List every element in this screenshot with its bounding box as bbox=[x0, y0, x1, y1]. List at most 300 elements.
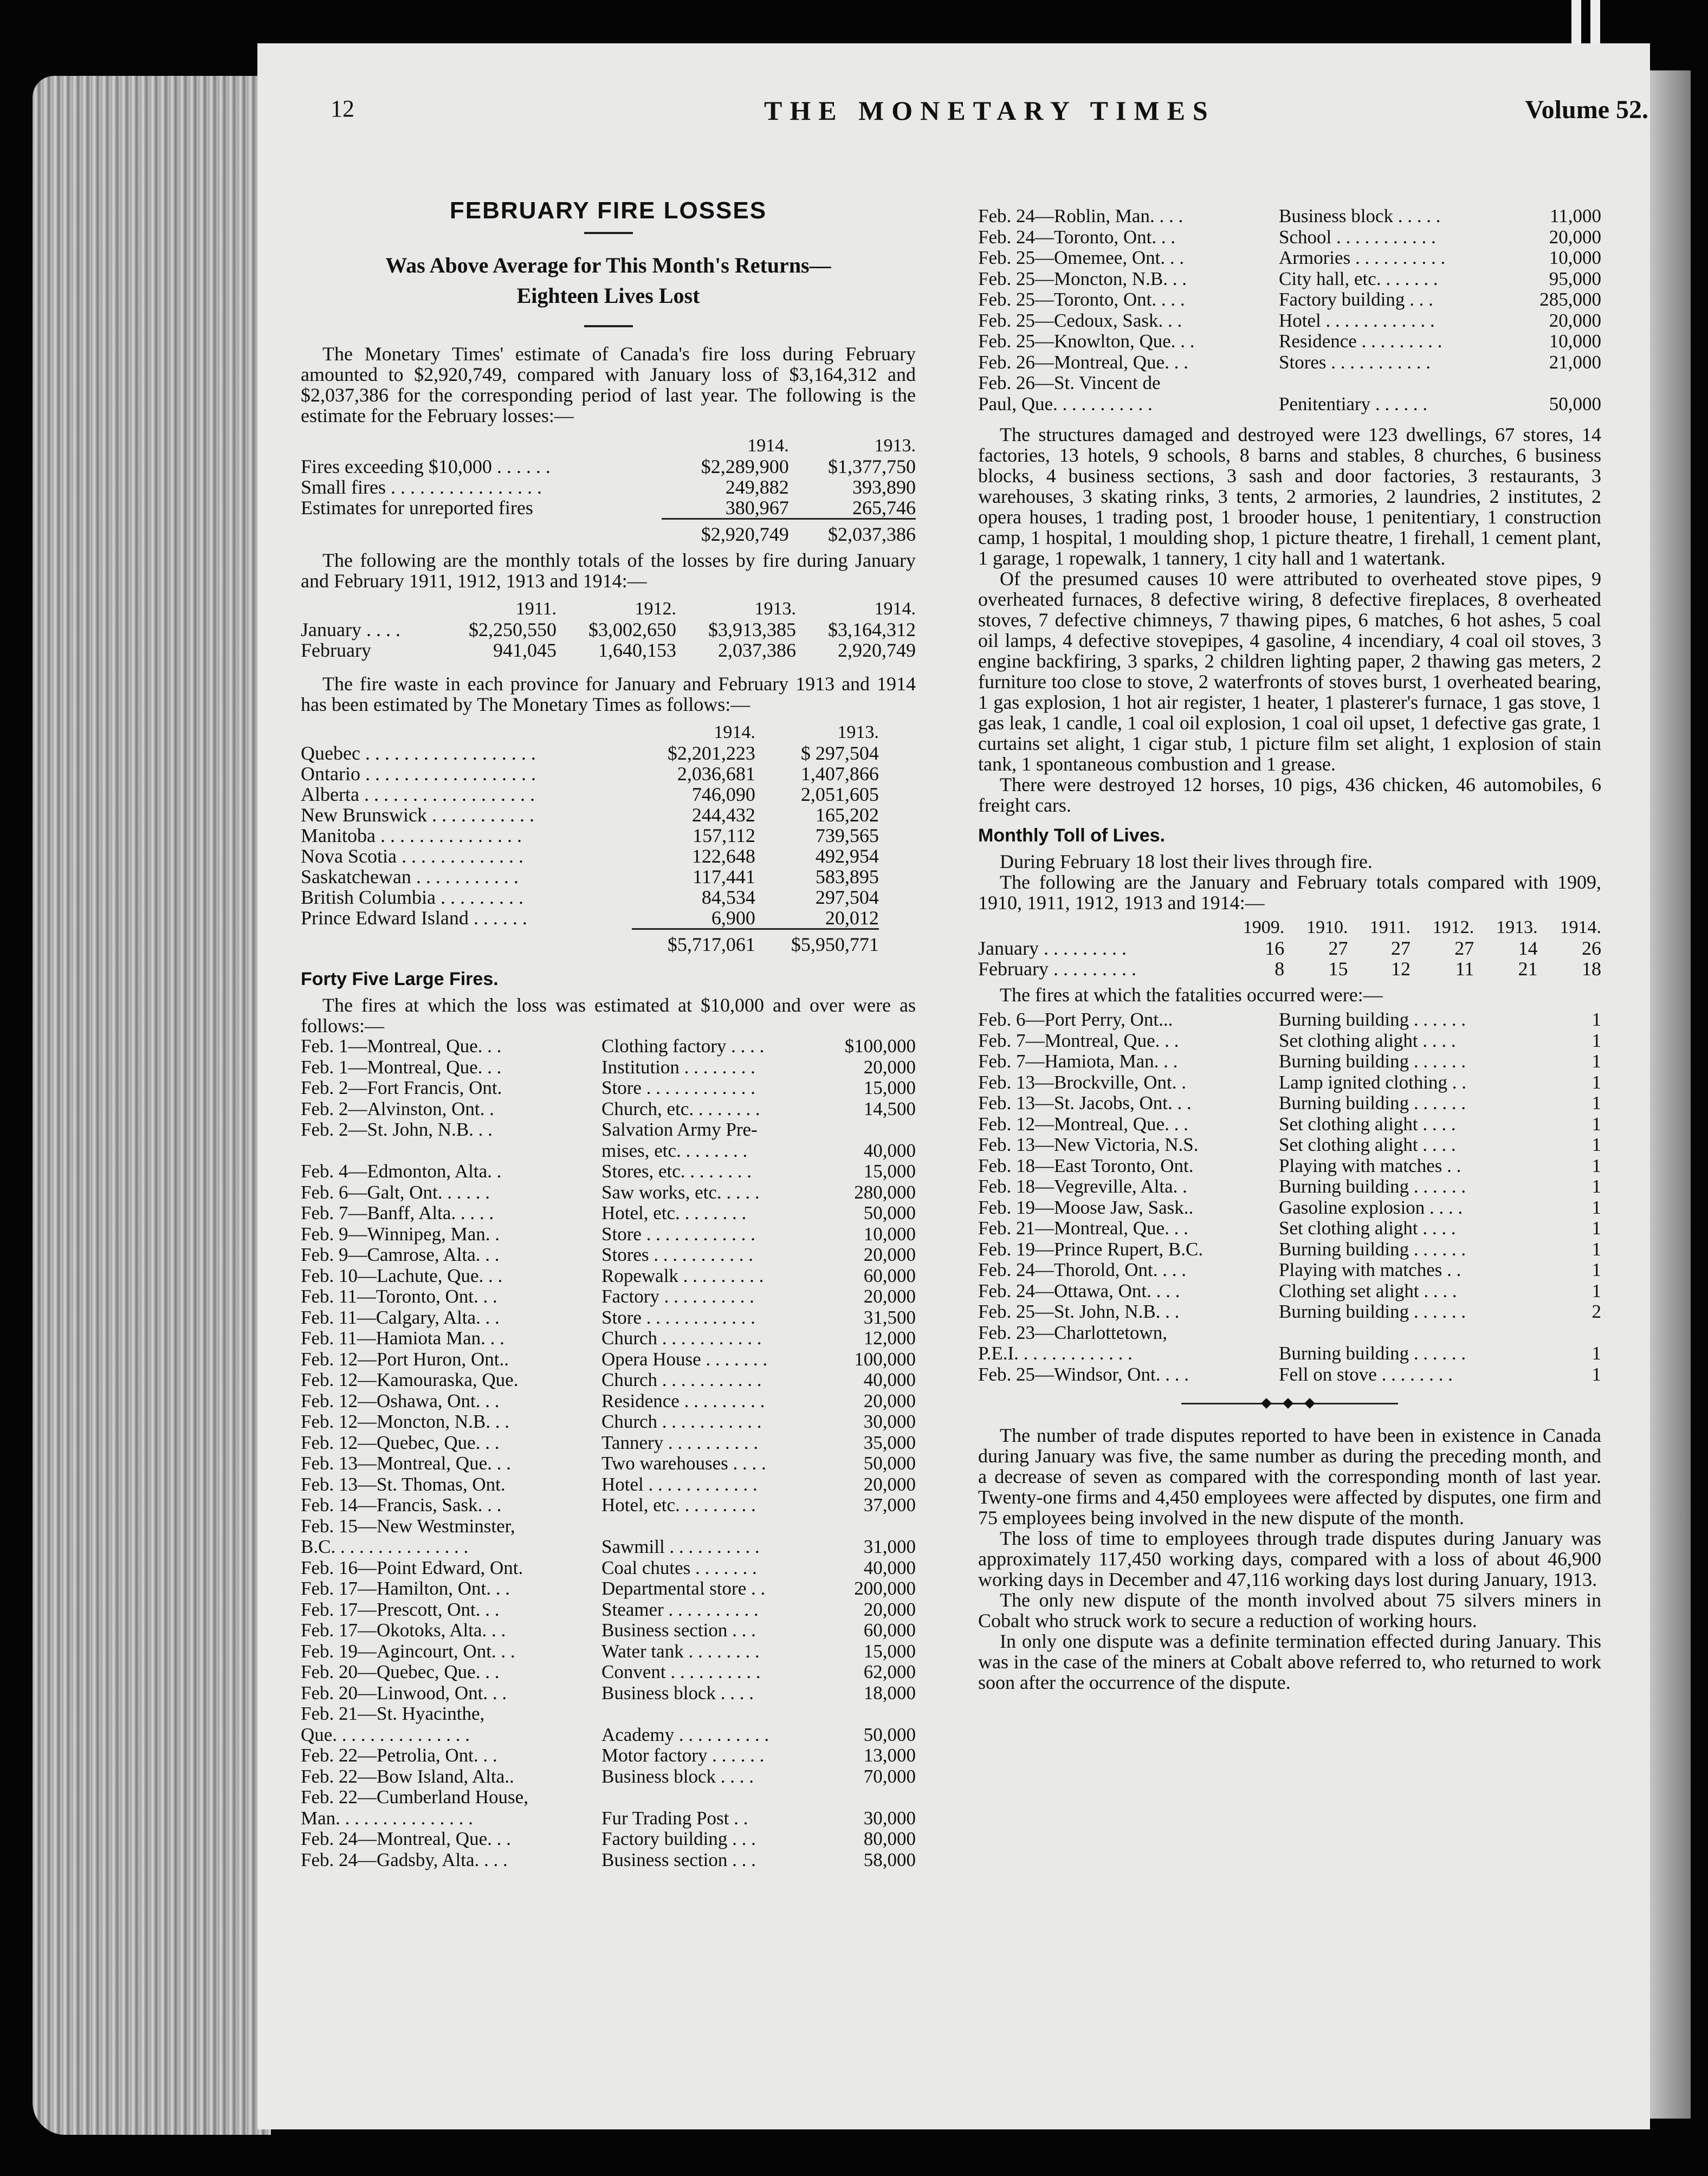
fatality-row bbox=[978, 1051, 1601, 1072]
fire-amount: 11,000 bbox=[1550, 205, 1601, 226]
year-header: 1910. bbox=[1306, 917, 1348, 937]
fatality-place: Feb. 7—Montreal, Que. . . bbox=[978, 1029, 1179, 1051]
fire-amount: 62,000 bbox=[863, 1661, 916, 1682]
fire-description: Factory building . . . bbox=[601, 1828, 756, 1849]
fatality-count: 1 bbox=[1591, 1134, 1601, 1155]
fire-description: Institution . . . . . . . . bbox=[601, 1056, 755, 1078]
fire-row bbox=[301, 1433, 916, 1454]
value-1914: 84,534 bbox=[701, 886, 755, 908]
year-header: 1909. bbox=[1243, 917, 1285, 937]
fire-place: Feb. 13—Montreal, Que. . . bbox=[301, 1453, 511, 1474]
fire-amount: 10,000 bbox=[1549, 331, 1601, 352]
fire-row bbox=[978, 310, 1601, 332]
fire-amount: 40,000 bbox=[863, 1139, 916, 1161]
fire-row bbox=[301, 1349, 916, 1370]
fire-description: Factory building . . . bbox=[1279, 289, 1433, 310]
fire-description bbox=[601, 1704, 829, 1725]
province-row bbox=[301, 846, 879, 866]
fire-place: Feb. 9—Winnipeg, Man. . bbox=[301, 1223, 500, 1245]
fire-amount: 70,000 bbox=[863, 1765, 916, 1787]
fire-place: Feb. 17—Prescott, Ont. . . bbox=[301, 1598, 500, 1620]
fire-amount: 18,000 bbox=[863, 1682, 916, 1704]
estimate-row bbox=[301, 477, 916, 497]
volume-label: Volume 52. bbox=[1525, 95, 1648, 124]
fire-amount: 13,000 bbox=[863, 1745, 916, 1766]
fire-place: Feb. 2—Alvinston, Ont. . bbox=[301, 1098, 494, 1119]
month-label: February bbox=[301, 639, 371, 661]
fatality-cause: Burning building . . . . . . bbox=[1279, 1009, 1466, 1030]
fire-place: Feb. 17—Okotoks, Alta. . . bbox=[301, 1620, 506, 1641]
row-label: Small fires . . . . . . . . . . . . . . . . bbox=[301, 476, 542, 498]
fatality-place: Feb. 23—Charlottetown, bbox=[978, 1322, 1167, 1343]
page-header bbox=[331, 95, 1648, 133]
fire-row bbox=[301, 1829, 916, 1850]
fire-place: Feb. 2—St. John, N.B. . . bbox=[301, 1119, 493, 1140]
fire-place: Feb. 12—Kamouraska, Que. bbox=[301, 1369, 519, 1390]
value-1913: 20,012 bbox=[825, 907, 879, 929]
large-fires-heading: Forty Five Large Fires. bbox=[301, 969, 499, 989]
right-column bbox=[978, 206, 1601, 1693]
monthly-value: 1,640,153 bbox=[598, 639, 676, 661]
fire-amount: 50,000 bbox=[863, 1202, 916, 1223]
province-row bbox=[301, 866, 879, 887]
fatality-count: 1 bbox=[1591, 1009, 1601, 1030]
fatality-count: 1 bbox=[1591, 1029, 1601, 1051]
fire-row bbox=[301, 1808, 916, 1829]
fire-description: Hotel . . . . . . . . . . . . bbox=[1279, 309, 1435, 331]
fatality-cause: Set clothing alight . . . . bbox=[1279, 1029, 1456, 1051]
fire-amount: 20,000 bbox=[863, 1390, 916, 1411]
fatality-row bbox=[978, 1218, 1601, 1239]
fatality-row bbox=[978, 1260, 1601, 1281]
fire-amount: 37,000 bbox=[863, 1494, 916, 1516]
fire-place: Feb. 7—Banff, Alta. . . . . bbox=[301, 1202, 494, 1223]
fire-row bbox=[301, 1578, 916, 1599]
province-label: Manitoba . . . . . . . . . . . . . . . bbox=[301, 825, 522, 846]
destroyed-paragraph: There were destroyed 12 horses, 10 pigs, 436 chicken, 46 automobiles, 6 freight cars. bbox=[978, 774, 1601, 816]
fire-description: City hall, etc. . . . . . . bbox=[1279, 268, 1438, 289]
province-row bbox=[301, 763, 879, 784]
fire-row bbox=[301, 1850, 916, 1871]
fatality-cause: Burning building . . . . . . bbox=[1279, 1343, 1466, 1364]
fire-place: Feb. 20—Linwood, Ont. . . bbox=[301, 1682, 507, 1704]
fire-description: Academy . . . . . . . . . . bbox=[601, 1724, 769, 1745]
fatality-row bbox=[978, 1031, 1601, 1052]
fatality-cause: Burning building . . . . . . bbox=[1279, 1301, 1466, 1322]
fatalities-table bbox=[978, 1009, 1601, 1385]
fatality-place: Feb. 24—Thorold, Ont. . . . bbox=[978, 1259, 1187, 1280]
fire-row bbox=[978, 248, 1601, 269]
fire-amount: 100,000 bbox=[854, 1348, 916, 1370]
fatality-count: 1 bbox=[1591, 1155, 1601, 1176]
fire-amount: 20,000 bbox=[863, 1598, 916, 1620]
fatality-row bbox=[978, 1239, 1601, 1260]
causes-paragraph: Of the presumed causes 10 were attributed to overheated stove pipes, 9 overheated furnaces, 8 defective wiring, 8 defective fireplaces, 8 overheated stoves, 7 defective chimneys, 7 thawing pipes, 6 matches, 6 hot ashes, 5 coal oil lamps, 4 defective stovepipes, 4 gasoline, 4 incendiary, 4 coal oil stoves, 3 engine backfiring, 3 sparks, 2 children lighting paper, 2 thawing gas meters, 2 furniture too close to stove, 2 waterfronts of stoves burst, 1 overheated bearing, 1 gas explosion, 1 hot air register, 1 heater, 1 plasterer's furnace, 1 gas stove, 1 gas leak, 1 candle, 1 coal oil explosion, 1 coal oil upset, 1 defective gas grate, 1 curtains set alight, 1 cigar stub, 1 picture film set alight, 1 explosion of stain tank, 1 spontaneous combustion and 1 grease. bbox=[978, 568, 1601, 775]
fire-row bbox=[978, 394, 1601, 415]
fatality-cause: Playing with matches . . bbox=[1279, 1155, 1461, 1176]
province-row bbox=[301, 825, 879, 846]
month-label: February . . . . . . . . . bbox=[978, 958, 1136, 980]
value-1913: 583,895 bbox=[815, 866, 879, 888]
value-1914: 746,090 bbox=[691, 783, 755, 805]
fire-amount: 15,000 bbox=[863, 1640, 916, 1662]
fire-row bbox=[978, 227, 1601, 248]
fire-description: Store . . . . . . . . . . . . bbox=[601, 1077, 755, 1098]
article-subtitle: Was Above Average for This Month's Returns— Eighteen Lives Lost bbox=[385, 253, 831, 308]
fatality-place: Feb. 13—Brockville, Ont. . bbox=[978, 1071, 1186, 1093]
fire-amount: 20,000 bbox=[863, 1056, 916, 1078]
value-1913: 739,565 bbox=[815, 825, 879, 846]
fire-amount: 10,000 bbox=[1549, 247, 1601, 268]
fire-description: Clothing factory . . . . bbox=[601, 1035, 765, 1057]
fire-row bbox=[301, 1078, 916, 1099]
fire-description: Church . . . . . . . . . . . bbox=[601, 1327, 762, 1349]
lives-value: 15 bbox=[1328, 958, 1348, 980]
fire-row bbox=[301, 1266, 916, 1287]
fire-place: Feb. 4—Edmonton, Alta. . bbox=[301, 1161, 502, 1182]
fatality-row bbox=[978, 1343, 1601, 1364]
corner-cell bbox=[978, 917, 1221, 938]
fire-place: Feb. 14—Francis, Sask. . . bbox=[301, 1494, 502, 1516]
book-page-edges bbox=[33, 76, 271, 2135]
fire-description: Store . . . . . . . . . . . . bbox=[601, 1223, 755, 1245]
value-1913: 2,051,605 bbox=[800, 783, 879, 805]
fire-place: Feb. 11—Calgary, Alta. . . bbox=[301, 1306, 500, 1328]
fatality-row bbox=[978, 1281, 1601, 1302]
province-label: Alberta . . . . . . . . . . . . . . . . . . bbox=[301, 783, 535, 805]
estimate-table bbox=[301, 436, 916, 545]
fire-amount: 20,000 bbox=[863, 1286, 916, 1307]
fire-place: Feb. 10—Lachute, Que. . . bbox=[301, 1265, 503, 1286]
fire-amount bbox=[829, 1787, 916, 1808]
fatality-count: 1 bbox=[1591, 1051, 1601, 1072]
lives-value: 14 bbox=[1518, 937, 1538, 959]
fatality-row bbox=[978, 1364, 1601, 1385]
year-header: 1913. bbox=[1496, 917, 1538, 937]
fire-place: Feb. 1—Montreal, Que. . . bbox=[301, 1035, 502, 1057]
lives-table bbox=[978, 917, 1601, 979]
fire-place: Feb. 12—Quebec, Que. . . bbox=[301, 1432, 500, 1453]
value-1913: 265,746 bbox=[852, 497, 916, 519]
fire-amount: 60,000 bbox=[863, 1265, 916, 1286]
value-1914: 244,432 bbox=[691, 804, 755, 826]
fatality-place: Feb. 24—Ottawa, Ont. . . . bbox=[978, 1280, 1180, 1301]
fire-amount: 35,000 bbox=[863, 1432, 916, 1453]
fire-amount: 50,000 bbox=[1549, 393, 1601, 415]
fatality-row bbox=[978, 1072, 1601, 1093]
fire-row bbox=[301, 1516, 916, 1537]
fire-description: Stores . . . . . . . . . . . bbox=[601, 1244, 753, 1265]
fatality-row bbox=[978, 1093, 1601, 1114]
year-header: 1911. bbox=[515, 599, 557, 619]
fire-amount: 95,000 bbox=[1549, 268, 1601, 289]
fire-place bbox=[301, 1141, 601, 1162]
fire-amount: 80,000 bbox=[863, 1828, 916, 1849]
fire-place: Feb. 22—Cumberland House, bbox=[301, 1786, 528, 1808]
value-1914: 117,441 bbox=[693, 866, 755, 888]
value-1914: $2,289,900 bbox=[701, 456, 789, 477]
fire-row bbox=[301, 1099, 916, 1120]
fire-amount: 40,000 bbox=[863, 1369, 916, 1390]
fire-place: Feb. 24—Montreal, Que. . . bbox=[301, 1828, 511, 1849]
province-row bbox=[301, 887, 879, 908]
fire-row bbox=[301, 1245, 916, 1266]
fire-amount: 50,000 bbox=[863, 1724, 916, 1745]
monthly-value: $3,913,385 bbox=[708, 619, 796, 640]
fire-place: Feb. 22—Petrolia, Ont. . . bbox=[301, 1745, 497, 1766]
fatality-place: Feb. 19—Prince Rupert, B.C. bbox=[978, 1238, 1204, 1260]
lives-value: 26 bbox=[1582, 937, 1601, 959]
fire-row bbox=[301, 1391, 916, 1412]
monthly-value: 2,037,386 bbox=[717, 639, 796, 661]
monthly-row bbox=[301, 619, 916, 640]
fire-row bbox=[301, 1411, 916, 1433]
fire-description: Church, etc. . . . . . . . bbox=[601, 1098, 760, 1119]
fatality-row bbox=[978, 1176, 1601, 1197]
fire-row bbox=[301, 1745, 916, 1766]
fire-amount: 20,000 bbox=[1549, 309, 1601, 331]
monthly-value: 941,045 bbox=[493, 639, 557, 661]
fire-place: Feb. 16—Point Edward, Ont. bbox=[301, 1557, 523, 1578]
fire-row bbox=[978, 206, 1601, 227]
fire-description: Business section . . . bbox=[601, 1620, 756, 1641]
value-1914: 2,036,681 bbox=[677, 763, 755, 785]
fatality-count: 1 bbox=[1591, 1113, 1601, 1135]
province-row bbox=[301, 908, 879, 929]
fatality-cause: Burning building . . . . . . bbox=[1279, 1238, 1466, 1260]
fire-description: Coal chutes . . . . . . . bbox=[601, 1557, 757, 1578]
fire-amount: 30,000 bbox=[863, 1411, 916, 1432]
fire-description: Business block . . . . . bbox=[1279, 205, 1441, 226]
fire-description: mises, etc. . . . . . . . bbox=[601, 1139, 748, 1161]
province-row bbox=[301, 784, 879, 805]
fire-description: School . . . . . . . . . . . bbox=[1279, 226, 1436, 248]
estimate-total-row: $2,920,749 $2,037,386 bbox=[301, 519, 916, 545]
fire-place: Feb. 12—Moncton, N.B. . . bbox=[301, 1411, 509, 1432]
fire-description: Hotel, etc. . . . . . . . bbox=[601, 1202, 747, 1223]
fire-amount: 20,000 bbox=[863, 1244, 916, 1265]
fire-row bbox=[301, 1725, 916, 1746]
monthly-value: 2,920,749 bbox=[838, 639, 916, 661]
fire-amount: 285,000 bbox=[1539, 289, 1601, 310]
fire-place: Feb. 13—St. Thomas, Ont. bbox=[301, 1473, 506, 1495]
fatality-count bbox=[1506, 1323, 1601, 1344]
fire-description: Water tank . . . . . . . . bbox=[601, 1640, 760, 1662]
fatality-place: Feb. 13—New Victoria, N.S. bbox=[978, 1134, 1199, 1155]
fire-description: Church . . . . . . . . . . . bbox=[601, 1369, 762, 1390]
province-label: New Brunswick . . . . . . . . . . . bbox=[301, 804, 534, 826]
fatality-cause: Burning building . . . . . . bbox=[1279, 1176, 1466, 1197]
fire-amount: 280,000 bbox=[854, 1181, 916, 1203]
fire-place: Paul, Que. . . . . . . . . . . bbox=[978, 393, 1153, 415]
fire-description: Saw works, etc. . . . . bbox=[601, 1181, 760, 1203]
fire-description: Residence . . . . . . . . . bbox=[1279, 331, 1442, 352]
fire-description: Two warehouses . . . . bbox=[601, 1453, 766, 1474]
fire-place: Feb. 6—Galt, Ont. . . . . . bbox=[301, 1181, 490, 1203]
corner-cell bbox=[301, 599, 437, 619]
fire-place: Feb. 17—Hamilton, Ont. . . bbox=[301, 1578, 510, 1599]
fire-row bbox=[301, 1537, 916, 1558]
fatality-place: Feb. 7—Hamiota, Man. . . bbox=[978, 1051, 1178, 1072]
table-header-row: 1914. 1913. bbox=[714, 722, 879, 742]
province-label: Quebec . . . . . . . . . . . . . . . . . . bbox=[301, 742, 536, 764]
fire-place: Feb. 25—Toronto, Ont. . . . bbox=[978, 289, 1185, 310]
fatality-count: 1 bbox=[1591, 1363, 1601, 1385]
fire-row bbox=[301, 1161, 916, 1182]
lives-paragraph-1: During February 18 lost their lives through fire. bbox=[1000, 851, 1373, 872]
fire-description: Business section . . . bbox=[601, 1849, 756, 1870]
fire-amount bbox=[829, 1516, 916, 1537]
year-header: 1911. bbox=[1369, 917, 1411, 937]
province-row bbox=[301, 743, 879, 763]
lives-value: 27 bbox=[1328, 937, 1348, 959]
fire-row bbox=[301, 1328, 916, 1349]
fire-description bbox=[1279, 373, 1506, 394]
fire-place: Feb. 22—Bow Island, Alta.. bbox=[301, 1765, 514, 1787]
fatality-cause: Gasoline explosion . . . . bbox=[1279, 1196, 1463, 1218]
fire-amount: 58,000 bbox=[863, 1849, 916, 1870]
lives-value: 27 bbox=[1390, 937, 1411, 959]
value-1914: $2,201,223 bbox=[667, 742, 755, 764]
fire-place: Feb. 24—Gadsby, Alta. . . . bbox=[301, 1849, 508, 1870]
lives-value: 18 bbox=[1582, 958, 1601, 980]
province-intro: The fire waste in each province for January and February 1913 and 1914 has been estimated by The Monetary Times as follows:— bbox=[301, 673, 916, 715]
fatality-cause: Set clothing alight . . . . bbox=[1279, 1134, 1456, 1155]
fire-place: Feb. 2—Fort Francis, Ont. bbox=[301, 1077, 502, 1098]
fatality-count: 1 bbox=[1591, 1259, 1601, 1280]
monthly-intro: The following are the monthly totals of the losses by fire during January and February 1911, 1912, 1913 and 1914:— bbox=[301, 549, 916, 592]
lives-value: 27 bbox=[1454, 937, 1474, 959]
fire-row bbox=[301, 1307, 916, 1329]
fatality-count: 1 bbox=[1591, 1238, 1601, 1260]
fire-place: Feb. 12—Port Huron, Ont.. bbox=[301, 1348, 509, 1370]
fire-place: Feb. 26—St. Vincent de bbox=[978, 372, 1161, 393]
province-label: Nova Scotia . . . . . . . . . . . . . bbox=[301, 845, 523, 867]
fatality-cause: Playing with matches . . bbox=[1279, 1259, 1461, 1280]
article-title: FEBRUARY FIRE LOSSES bbox=[449, 197, 767, 224]
fire-description: Factory . . . . . . . . . . bbox=[601, 1286, 754, 1307]
fire-amount: 50,000 bbox=[863, 1453, 916, 1474]
fire-place: Feb. 11—Hamiota Man. . . bbox=[301, 1327, 504, 1349]
lives-value: 11 bbox=[1455, 958, 1474, 980]
intro-paragraph: The Monetary Times' estimate of Canada's fire loss during February amounted to $2,920,749, compared with January loss of $3,164,312 and $2,037,386 for the corresponding period of last year. The following is the estimate for the February losses:— bbox=[301, 343, 916, 426]
fatality-row bbox=[978, 1114, 1601, 1135]
fire-place: Feb. 15—New Westminster, bbox=[301, 1515, 515, 1537]
lives-header-row bbox=[978, 917, 1601, 938]
fire-place: Feb. 25—Cedoux, Sask. . . bbox=[978, 309, 1182, 331]
province-row bbox=[301, 805, 879, 825]
monthly-row bbox=[301, 640, 916, 660]
fire-description: Steamer . . . . . . . . . . bbox=[601, 1598, 759, 1620]
monthly-value: $3,002,650 bbox=[588, 619, 676, 640]
title-rule bbox=[584, 232, 633, 234]
fatality-count: 2 bbox=[1591, 1301, 1601, 1322]
fire-place: Feb. 24—Roblin, Man. . . . bbox=[978, 205, 1183, 226]
fire-description: Convent . . . . . . . . . . bbox=[601, 1661, 761, 1682]
province-table bbox=[301, 722, 879, 955]
fatality-place: Feb. 12—Montreal, Que. . . bbox=[978, 1113, 1188, 1135]
fire-description: Opera House . . . . . . . bbox=[601, 1348, 768, 1370]
fire-description: Store . . . . . . . . . . . . bbox=[601, 1306, 755, 1328]
fire-amount: 200,000 bbox=[854, 1578, 916, 1599]
fire-amount: 21,000 bbox=[1549, 351, 1601, 373]
year-header: 1912. bbox=[1432, 917, 1474, 937]
month-label: January . . . . bbox=[301, 619, 400, 640]
fatality-row bbox=[978, 1197, 1601, 1219]
fire-row bbox=[978, 289, 1601, 310]
fatality-place: Feb. 18—East Toronto, Ont. bbox=[978, 1155, 1194, 1176]
province-total-row: $5,717,061 $5,950,771 bbox=[301, 929, 879, 955]
monthly-header-row bbox=[301, 599, 916, 619]
fire-amount: 20,000 bbox=[863, 1473, 916, 1495]
fatality-cause: Fell on stove . . . . . . . . bbox=[1279, 1363, 1453, 1385]
month-label: January . . . . . . . . . bbox=[978, 937, 1127, 959]
row-label: Estimates for unreported fires bbox=[301, 497, 533, 519]
lives-row bbox=[978, 959, 1601, 979]
province-label: British Columbia . . . . . . . . . bbox=[301, 886, 524, 908]
fire-row bbox=[301, 1641, 916, 1662]
fire-place: Feb. 21—St. Hyacinthe, bbox=[301, 1703, 485, 1724]
fire-row bbox=[301, 1599, 916, 1621]
fire-amount: 40,000 bbox=[863, 1557, 916, 1578]
fire-description: Departmental store . . bbox=[601, 1578, 766, 1599]
fire-row bbox=[978, 352, 1601, 373]
fatality-cause: Burning building . . . . . . bbox=[1279, 1051, 1466, 1072]
fire-place: Feb. 24—Toronto, Ont. . . bbox=[978, 226, 1176, 248]
fatality-count: 1 bbox=[1591, 1196, 1601, 1218]
value-1913: 1,407,866 bbox=[800, 763, 879, 785]
fire-row bbox=[301, 1453, 916, 1474]
fire-row bbox=[301, 1141, 916, 1162]
value-1913: $ 297,504 bbox=[800, 742, 879, 764]
fire-row bbox=[301, 1182, 916, 1203]
table-header-row: 1914. 1913. bbox=[747, 436, 916, 456]
fire-row bbox=[301, 1683, 916, 1704]
fire-row bbox=[301, 1704, 916, 1725]
fire-description: Fur Trading Post . . bbox=[601, 1807, 748, 1829]
fatality-cause bbox=[1279, 1323, 1506, 1344]
year-header: 1912. bbox=[635, 599, 676, 619]
fatality-row bbox=[978, 1301, 1601, 1323]
fire-place: Feb. 11—Toronto, Ont. . . bbox=[301, 1286, 497, 1307]
value-1913: $1,377,750 bbox=[828, 456, 916, 477]
fire-description: Sawmill . . . . . . . . . . bbox=[601, 1536, 760, 1557]
fire-row bbox=[301, 1370, 916, 1391]
fire-place: Feb. 25—Moncton, N.B. . . bbox=[978, 268, 1187, 289]
row-label: Fires exceeding $10,000 . . . . . . bbox=[301, 456, 551, 477]
monthly-value: $3,164,312 bbox=[828, 619, 916, 640]
province-label: Saskatchewan . . . . . . . . . . . bbox=[301, 866, 519, 888]
lives-row bbox=[978, 938, 1601, 959]
fire-place: Feb. 20—Quebec, Que. . . bbox=[301, 1661, 500, 1682]
fire-amount bbox=[829, 1704, 916, 1725]
fatality-cause: Clothing set alight . . . . bbox=[1279, 1280, 1457, 1301]
value-1914: 380,967 bbox=[725, 497, 789, 519]
fire-row bbox=[978, 269, 1601, 290]
masthead: THE MONETARY TIMES bbox=[764, 95, 1215, 126]
fire-description: Business block . . . . bbox=[601, 1682, 754, 1704]
value-1913: 297,504 bbox=[815, 886, 879, 908]
fire-place: Feb. 25—Knowlton, Que. . . bbox=[978, 331, 1195, 352]
estimate-row bbox=[301, 497, 916, 519]
fire-row bbox=[978, 373, 1601, 394]
fatality-cause: Set clothing alight . . . . bbox=[1279, 1217, 1456, 1239]
province-label: Ontario . . . . . . . . . . . . . . . . . . bbox=[301, 763, 536, 785]
lives-paragraph-2: The following are the January and February totals compared with 1909, 1910, 1911, 1912, 1913 and 1914:— bbox=[978, 871, 1601, 914]
value-1914: 6,900 bbox=[711, 907, 755, 929]
fire-place: B.C. . . . . . . . . . . . . . . bbox=[301, 1536, 469, 1557]
fire-description bbox=[601, 1516, 829, 1537]
